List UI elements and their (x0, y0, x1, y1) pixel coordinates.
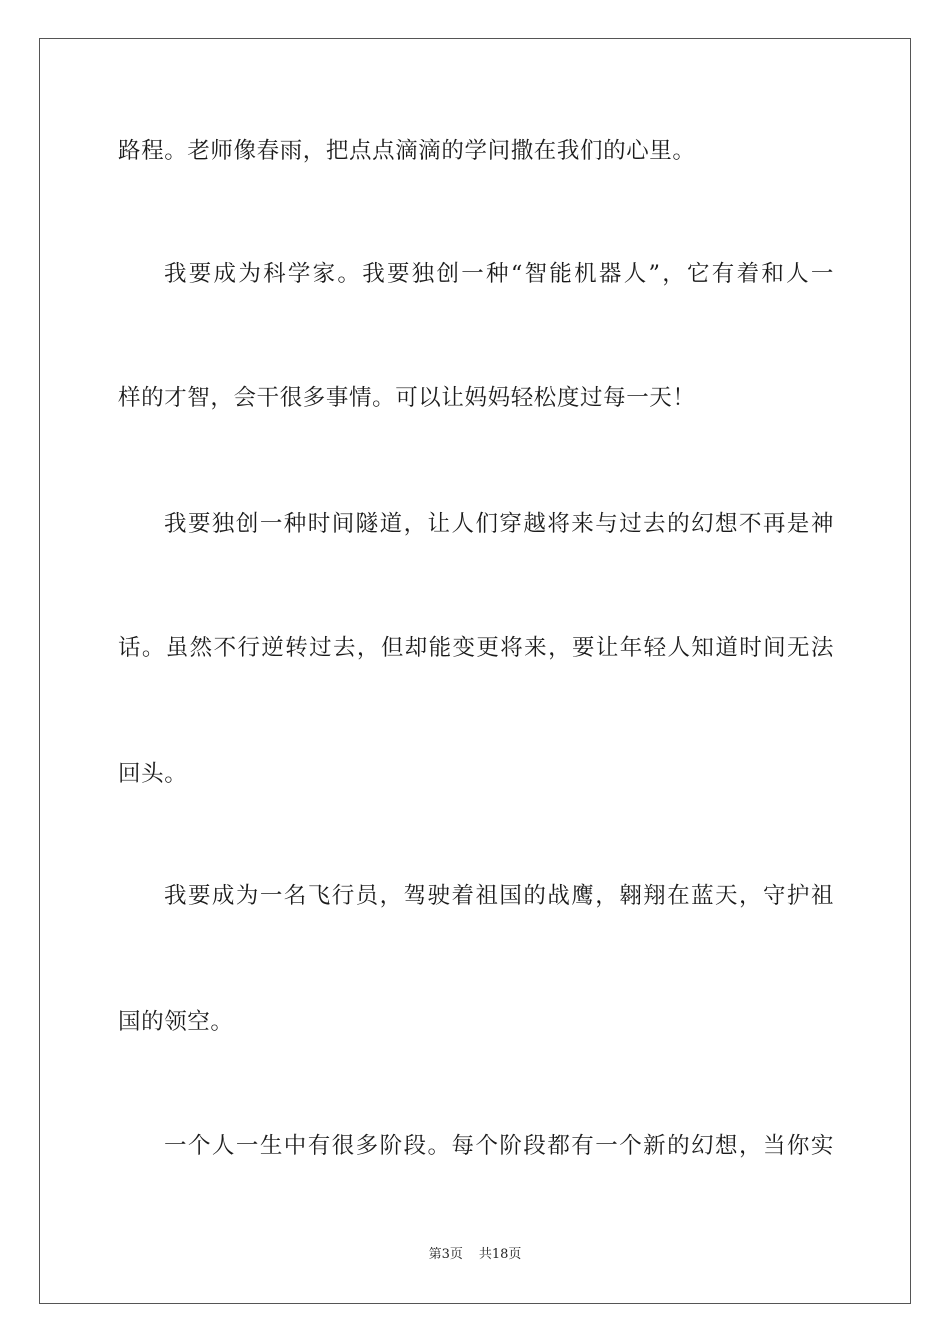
text-line-4: 我要独创一种时间隧道，让人们穿越将来与过去的幻想不再是神 (164, 511, 834, 537)
text-line-7: 我要成为一名飞行员，驾驶着祖国的战鹰，翱翔在蓝天，守护祖 (164, 883, 834, 909)
text-line-5: 话。虽然不行逆转过去，但却能变更将来，要让年轻人知道时间无法 (118, 635, 834, 661)
text-line-2: 我要成为科学家。我要独创一种“智能机器人”，它有着和人一 (164, 261, 834, 287)
page-footer (0, 1246, 950, 1264)
page-border (39, 38, 911, 1304)
page-number-total: 共18页 (478, 1247, 522, 1262)
text-line-3: 样的才智，会干很多事情。可以让妈妈轻松度过每一天！ (118, 385, 696, 411)
text-line-1: 路程。老师像春雨，把点点滴滴的学问撒在我们的心里。 (118, 138, 696, 164)
text-line-6: 回头。 (118, 761, 188, 787)
text-line-9: 一个人一生中有很多阶段。每个阶段都有一个新的幻想，当你实 (164, 1133, 834, 1159)
text-line-8: 国的领空。 (118, 1009, 234, 1035)
page-number-current: 第3页 (428, 1247, 463, 1262)
